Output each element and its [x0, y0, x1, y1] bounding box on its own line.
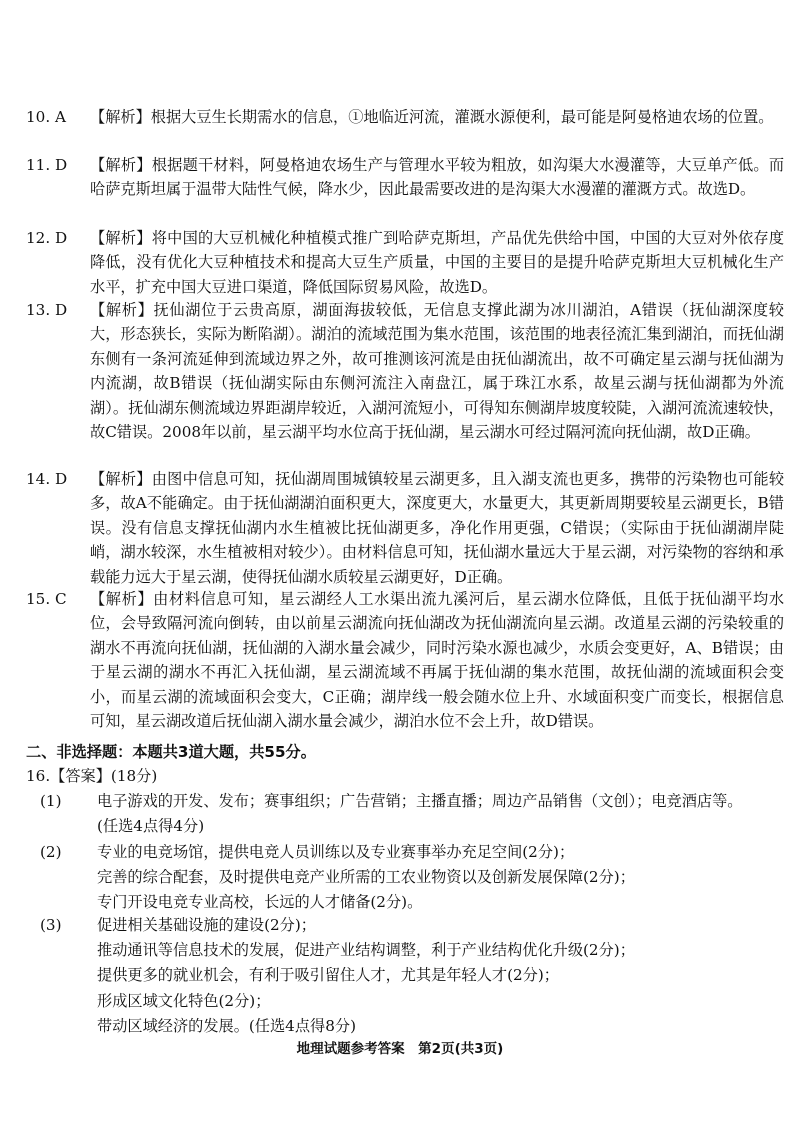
- part-line: 推动通讯等信息技术的发展，促进产业结构调整，利于产业结构优化升级(2分)；: [97, 941, 635, 960]
- question-16-part-3: [40, 913, 785, 1039]
- item-explanation: 【解析】根据大豆生长期需水的信息，①地临近河流，灌溉水源便利，最可能是阿曼格迪农场的位置。: [90, 108, 774, 126]
- question-16-header: 16.【答案】(18分): [26, 767, 158, 785]
- part-line: 促进相关基础设施的建设(2分)；: [97, 916, 316, 934]
- item-number: 10. A: [26, 108, 66, 126]
- part-line: 专业的电竞场馆，提供电竞人员训练以及专业赛事举办充足空间(2分)；: [97, 843, 575, 861]
- item-explanation: 【解析】由材料信息可知，星云湖经人工水渠出流九溪河后，星云湖水位降低，且低于抚仙湖平均水位，会导致隔河流向倒转，由以前星云湖流向抚仙湖改为抚仙湖流向星云湖。改道星云湖的污染较重的湖水不再流向抚仙湖，抚仙湖的入湖水量会减少，同时污染水源也减少，水质会变更好，A、B错误；由于星云湖的湖水不再汇入抚仙湖，星云湖流域不再属于抚仙湖的集水范围，故抚仙湖的流域面积会变小，而星云湖的流域面积会变大，C正确；湖岸线一般会随水位上升、水域面积变广而变长，根据信息可知，星云湖改道后抚仙湖入湖水量会减少，湖泊水位不会上升，故D错误。: [90, 590, 784, 731]
- page-footer: 地理试题参考答案 第2页(共3页): [296, 1041, 504, 1057]
- part-line: 电子游戏的开发、发布；赛事组织；广告营销；主播直播；周边产品销售（文创）；电竞酒店等。: [97, 792, 743, 810]
- part-line: 完善的综合配套，及时提供电竞产业所需的工农业物资以及创新发展保障(2分)；: [97, 868, 635, 887]
- part-number: (2): [40, 843, 62, 861]
- item-number: 11. D: [26, 156, 68, 174]
- part-line: 带动区域经济的发展。(任选4点得8分): [97, 1016, 356, 1035]
- answer-item-11: [26, 153, 784, 202]
- item-explanation: 【解析】由图中信息可知，抚仙湖周围城镇较星云湖更多，且入湖支流也更多，携带的污染物也可能较多，故A不能确定。由于抚仙湖湖泊面积更大，深度更大，水量更大，其更新周期要较星云湖更长，B错误。没有信息支撑抚仙湖内水生植被比抚仙湖更多，净化作用更强，C错误；（实际由于抚仙湖湖岸陡峭，湖水较深，水生植被相对较少）。由材料信息可知，抚仙湖水量远大于星云湖，对污染物的容纳和承载能力远大于星云湖，使得抚仙湖水质较星云湖更好，D正确。: [90, 470, 784, 586]
- part-line: 专门开设电竞专业高校，长远的人才储备(2分)。: [97, 893, 423, 912]
- item-number: 12. D: [26, 229, 68, 247]
- question-16-part-2: [40, 840, 785, 916]
- answer-item-13: [26, 298, 784, 444]
- part-line: 提供更多的就业机会，有利于吸引留住人才，尤其是年轻人才(2分)；: [97, 966, 559, 985]
- part-line: (任选4点得4分): [97, 817, 205, 836]
- part-number: (1): [40, 792, 62, 810]
- section-heading: 二、非选择题：本题共3道大题，共55分。: [26, 743, 316, 761]
- item-explanation: 【解析】根据题干材料，阿曼格迪农场生产与管理水平较为粗放，如沟渠大水漫灌等，大豆单产低。而哈萨克斯坦属于温带大陆性气候，降水少，因此最需要改进的是沟渠大水漫灌的灌溉方式。故选D。: [90, 156, 784, 199]
- part-number: (3): [40, 916, 62, 934]
- item-number: 14. D: [26, 470, 68, 488]
- part-line: 形成区域文化特色(2分)；: [97, 991, 271, 1010]
- item-explanation: 【解析】抚仙湖位于云贵高原，湖面海拔较低，无信息支撑此湖为冰川湖泊，A错误（抚仙湖深度较大，形态狭长，实际为断陷湖）。湖泊的流域范围为集水范围，该范围的地表径流汇集到湖泊，而抚仙湖东侧有一条河流延伸到流域边界之外，故可推测该河流是由抚仙湖流出，故不可确定星云湖与抚仙湖为内流湖，故B错误（抚仙湖实际由东侧河流注入南盘江，属于珠江水系，故星云湖与抚仙湖都为外流湖）。抚仙湖东侧流域边界距湖岸较近，入湖河流短小，可得知东侧湖岸坡度较陡，入湖河流流速较快，故C错误。2008年以前，星云湖平均水位高于抚仙湖，星云湖水可经过隔河流向抚仙湖，故D正确。: [90, 301, 784, 442]
- item-number: 13. D: [26, 301, 68, 319]
- answer-item-14: [26, 467, 784, 589]
- item-explanation: 【解析】将中国的大豆机械化种植模式推广到哈萨克斯坦，产品优先供给中国，中国的大豆对外依存度降低，没有优化大豆种植技术和提高大豆生产质量，中国的主要目的是提升哈萨克斯坦大豆机械化生产水平，扩充中国大豆进口渠道，降低国际贸易风险，故选D。: [90, 229, 784, 296]
- answer-item-15: [26, 587, 784, 733]
- item-number: 15. C: [26, 590, 67, 608]
- question-16-part-1: [40, 789, 785, 839]
- answer-item-10: [26, 105, 784, 129]
- answer-item-12: [26, 226, 784, 299]
